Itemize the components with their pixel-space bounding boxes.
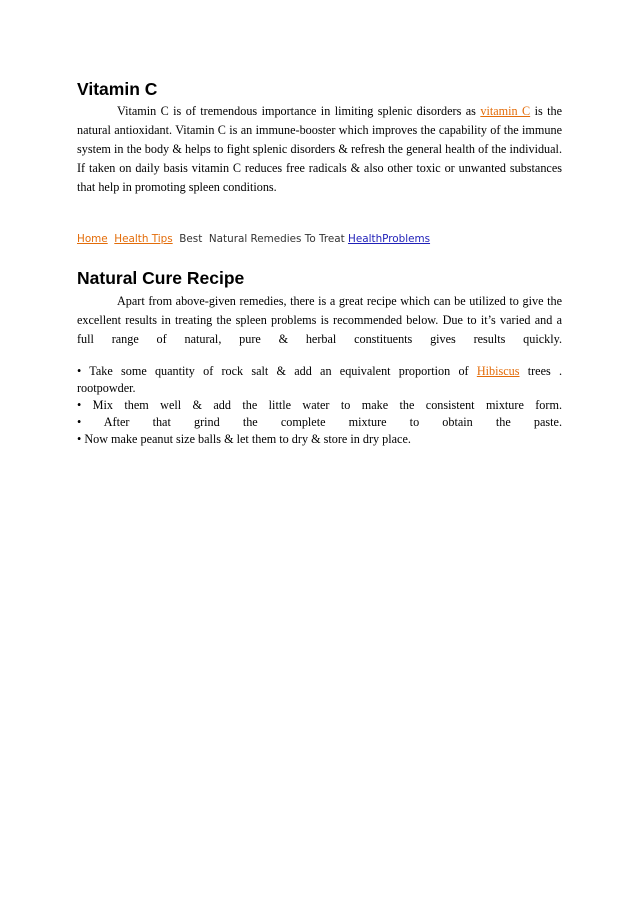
natural-cure-intro: Apart from above-given remedies, there is a great recipe which can be utilized to give the excellent results in treating the spleen problems is recommended below. Due to it’s varied and a full range of natural, pure & herbal constituents gives results quickly. xyxy=(77,294,562,346)
recipe-step-4: • Now make peanut size balls & let them to dry & store in dry place. xyxy=(77,432,411,446)
vitamin-c-paragraph xyxy=(77,102,562,197)
vitamin-c-heading: Vitamin C xyxy=(77,79,158,99)
natural-cure-section xyxy=(77,267,562,448)
breadcrumb-natural-remedies: Natural Remedies To Treat xyxy=(208,233,345,245)
recipe-step-1 xyxy=(77,363,562,380)
breadcrumb-health-problems-link[interactable]: HealthProblems xyxy=(348,233,431,245)
recipe-step-1-continued: rootpowder. xyxy=(77,381,136,395)
hibiscus-link[interactable]: Hibiscus xyxy=(476,364,520,378)
recipe-step-1-before: • Take some quantity of rock salt & add an equivalent proportion of xyxy=(77,364,469,378)
vitamin-c-text-after: is the natural antioxidant. Vitamin C is an immune-booster which improves the capability of the immune system in the body & helps to fight splenic disorders & refresh the general health of the individual. If taken on daily basis vitamin C reduces free radicals & also other toxic or unwanted substances that help in promoting spleen conditions. xyxy=(77,104,562,194)
vitamin-c-section xyxy=(77,78,562,197)
document-page xyxy=(77,78,562,448)
recipe-steps xyxy=(77,363,562,448)
breadcrumb-health-tips-link[interactable]: Health Tips xyxy=(114,233,173,245)
vitamin-c-link[interactable]: vitamin C xyxy=(480,104,531,118)
breadcrumb-best: Best xyxy=(179,233,203,245)
vitamin-c-text-before: Vitamin C is of tremendous importance in limiting splenic disorders as xyxy=(117,104,476,118)
breadcrumb xyxy=(77,231,562,247)
recipe-step-3: • After that grind the complete mixture to obtain the paste. xyxy=(77,415,562,429)
natural-cure-heading: Natural Cure Recipe xyxy=(77,268,245,288)
breadcrumb-home-link[interactable]: Home xyxy=(77,233,108,245)
recipe-step-2: • Mix them well & add the little water to make the consistent mixture form. xyxy=(77,398,562,412)
recipe-step-1-after: trees . xyxy=(527,364,563,378)
